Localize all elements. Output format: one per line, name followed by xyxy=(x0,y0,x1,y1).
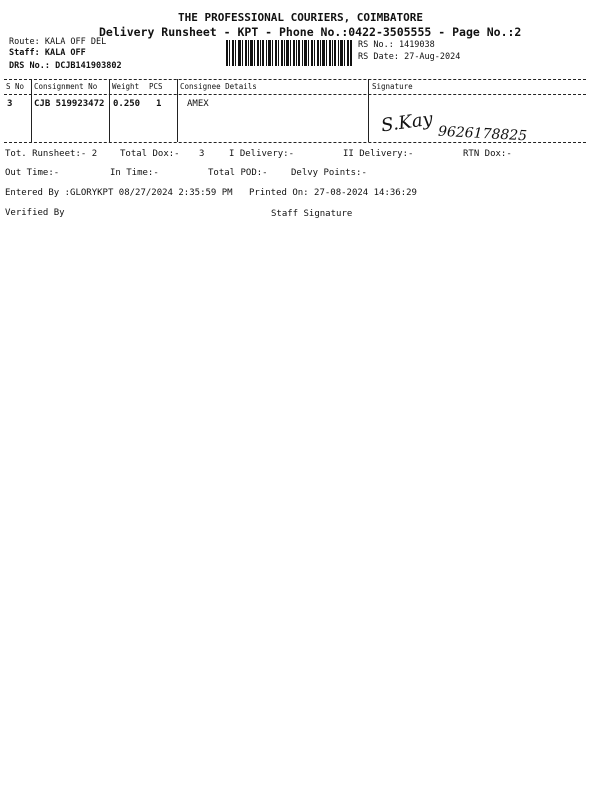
printed-on: Printed On: 27-08-2024 14:36:29 xyxy=(249,188,417,198)
row-pcs: 1 xyxy=(156,99,162,109)
staff-line xyxy=(9,48,86,58)
col-header-weight: Weight xyxy=(112,82,140,91)
staff-label: Staff: xyxy=(9,48,40,58)
tot-runsheet: Tot. Runsheet:- 2 xyxy=(5,149,98,159)
rtn-dox: RTN Dox:- xyxy=(463,149,512,159)
handwritten-signature: S.Kay xyxy=(379,108,434,137)
staff-value: KALA OFF xyxy=(44,48,86,58)
handwritten-phone: 9626178825 xyxy=(437,123,528,145)
runsheet-subtitle: Delivery Runsheet - KPT - Phone No.:0422-3505555 - Page No.:2 xyxy=(99,25,522,39)
col-header-sno: S No xyxy=(6,82,25,91)
column-divider xyxy=(31,79,32,142)
row-consignment-no: CJB 519923472 xyxy=(34,99,105,109)
verified-by: Verified By xyxy=(5,208,65,218)
drs-value: DCJB141903802 xyxy=(55,61,122,71)
company-title: THE PROFESSIONAL COURIERS, COIMBATORE xyxy=(178,11,424,24)
row-consignee: AMEX xyxy=(187,99,209,109)
out-time: Out Time:- xyxy=(5,168,60,178)
column-divider xyxy=(368,79,369,142)
i-delivery: I Delivery:- xyxy=(229,149,295,159)
col-header-signature: Signature xyxy=(372,82,413,91)
rs-date-value: 27-Aug-2024 xyxy=(404,52,461,62)
delvy-points: Delvy Points:- xyxy=(291,168,367,178)
staff-signature: Staff Signature xyxy=(271,209,353,219)
rs-date-label: RS Date: xyxy=(358,52,399,62)
entered-by: Entered By :GLORYKPT 08/27/2024 2:35:59 PM xyxy=(5,188,233,198)
row-sno: 3 xyxy=(7,99,13,109)
col-header-consignee: Consignee Details xyxy=(180,82,257,91)
row-weight: 0.250 xyxy=(113,99,141,109)
rs-date-line xyxy=(358,52,460,62)
total-dox xyxy=(120,149,204,159)
route-line xyxy=(9,37,106,47)
rs-no-line xyxy=(358,40,435,50)
drs-label: DRS No.: xyxy=(9,61,50,71)
total-dox-value: 3 xyxy=(199,149,205,159)
total-pod: Total POD:- xyxy=(208,168,268,178)
route-label: Route: xyxy=(9,37,40,47)
drs-line xyxy=(9,61,122,71)
barcode-image xyxy=(226,40,352,66)
route-value: KALA OFF DEL xyxy=(44,37,107,47)
col-header-consignment: Consignment No xyxy=(34,82,98,91)
total-dox-label: Total Dox:- xyxy=(120,149,180,159)
column-divider xyxy=(177,79,178,142)
table-top-border xyxy=(4,79,586,80)
rs-no-label: RS No.: xyxy=(358,40,394,50)
table-header-border xyxy=(4,94,586,95)
in-time: In Time:- xyxy=(110,168,159,178)
column-divider xyxy=(109,79,110,142)
rs-no-value: 1419038 xyxy=(398,40,435,50)
col-header-pcs: PCS xyxy=(149,82,163,91)
ii-delivery: II Delivery:- xyxy=(343,149,414,159)
